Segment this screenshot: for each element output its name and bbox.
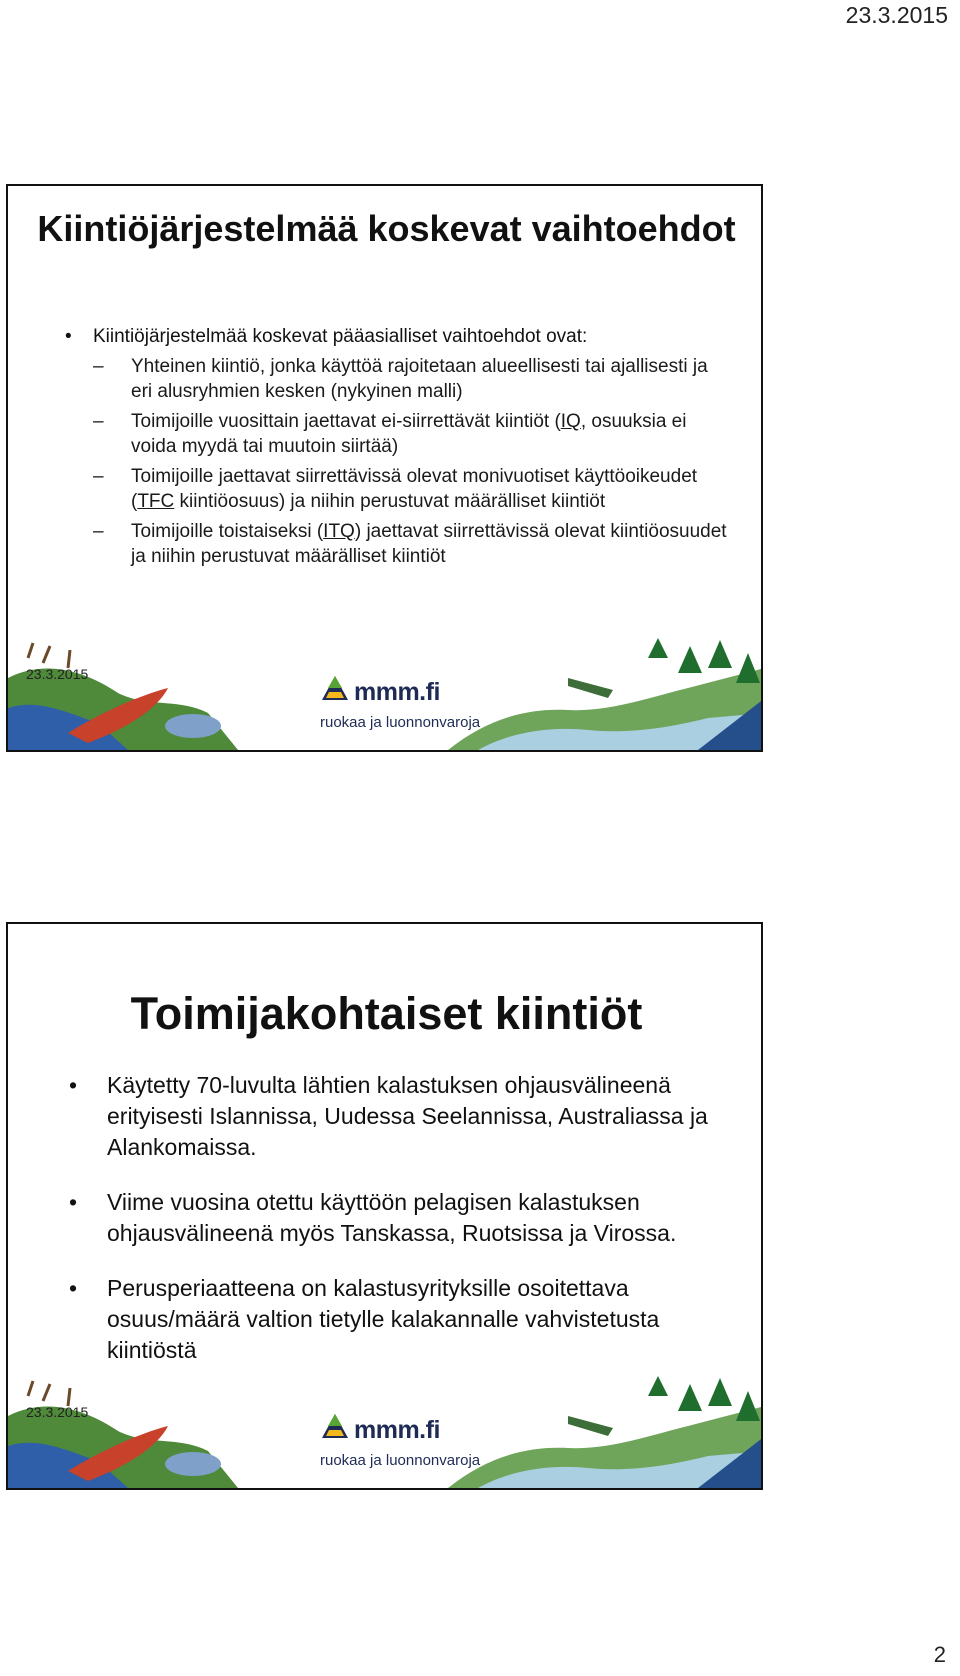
mmm-logo: [320, 670, 481, 740]
slide-2: [6, 922, 763, 1490]
mmm-logo-icon: [320, 674, 350, 702]
abbreviation: IQ: [560, 411, 581, 432]
bullet-list: [63, 324, 733, 574]
slide-1: [6, 184, 763, 752]
mmm-logo-icon: [320, 1412, 350, 1440]
bullet-item: • Käytetty 70-luvulta lähtien kalastuksen ohjausvälineenä erityisesti Islannissa, Uudessa Seelannissa, Australiassa ja Alankomaissa.: [63, 1070, 723, 1163]
bullet-list: [63, 1070, 723, 1390]
mmm-logo: [320, 1408, 481, 1478]
page-date: 23.3.2015: [845, 2, 948, 28]
abbreviation: TFC: [137, 491, 175, 512]
bullet-item: • Kiintiöjärjestelmää koskevat pääasialliset vaihtoehdot ovat:: [63, 324, 733, 350]
bullet-item: • Perusperiaatteena on kalastusyrityksille osoitettava osuus/määrä valtion tietylle kalakannalle vahvistetusta kiintiöstä: [63, 1273, 723, 1366]
sub-item: – Toimijoille toistaiseksi (ITQ) jaettavat siirrettävissä olevat kiintiöosuudet ja niihin perustuvat määrälliset kiintiöt: [63, 519, 733, 569]
sub-item: – Yhteinen kiintiö, jonka käyttöä rajoitetaan alueellisesti tai ajallisesti ja eri alusryhmien kesken (nykyinen malli): [63, 354, 733, 404]
slide-title: Kiintiöjärjestelmää koskevat vaihtoehdot: [37, 208, 736, 249]
slide-title: Toimijakohtaiset kiintiöt: [130, 988, 643, 1039]
sub-item: – Toimijoille jaettavat siirrettävissä olevat monivuotiset käyttöoikeudet (TFC kiintiöosuus) ja niihin perustuvat määrälliset kiintiöt: [63, 464, 733, 514]
page-number: 2: [933, 1642, 946, 1667]
logo-tagline: ruokaa ja luonnonvaroja: [320, 1452, 481, 1469]
slide-date: 23.3.2015: [26, 666, 89, 682]
logo-name: mmm.fi: [354, 1416, 440, 1444]
abbreviation: ITQ: [323, 521, 355, 542]
sub-item: – Toimijoille vuosittain jaettavat ei-siirrettävät kiintiöt (IQ, osuuksia ei voida myydä tai muutoin siirtää): [63, 409, 733, 459]
logo-tagline: ruokaa ja luonnonvaroja: [320, 714, 481, 731]
logo-name: mmm.fi: [354, 678, 440, 706]
slide-date: 23.3.2015: [26, 1404, 89, 1420]
bullet-item: • Viime vuosina otettu käyttöön pelagisen kalastuksen ohjausvälineenä myös Tanskassa, Ruotsissa ja Virossa.: [63, 1187, 723, 1249]
